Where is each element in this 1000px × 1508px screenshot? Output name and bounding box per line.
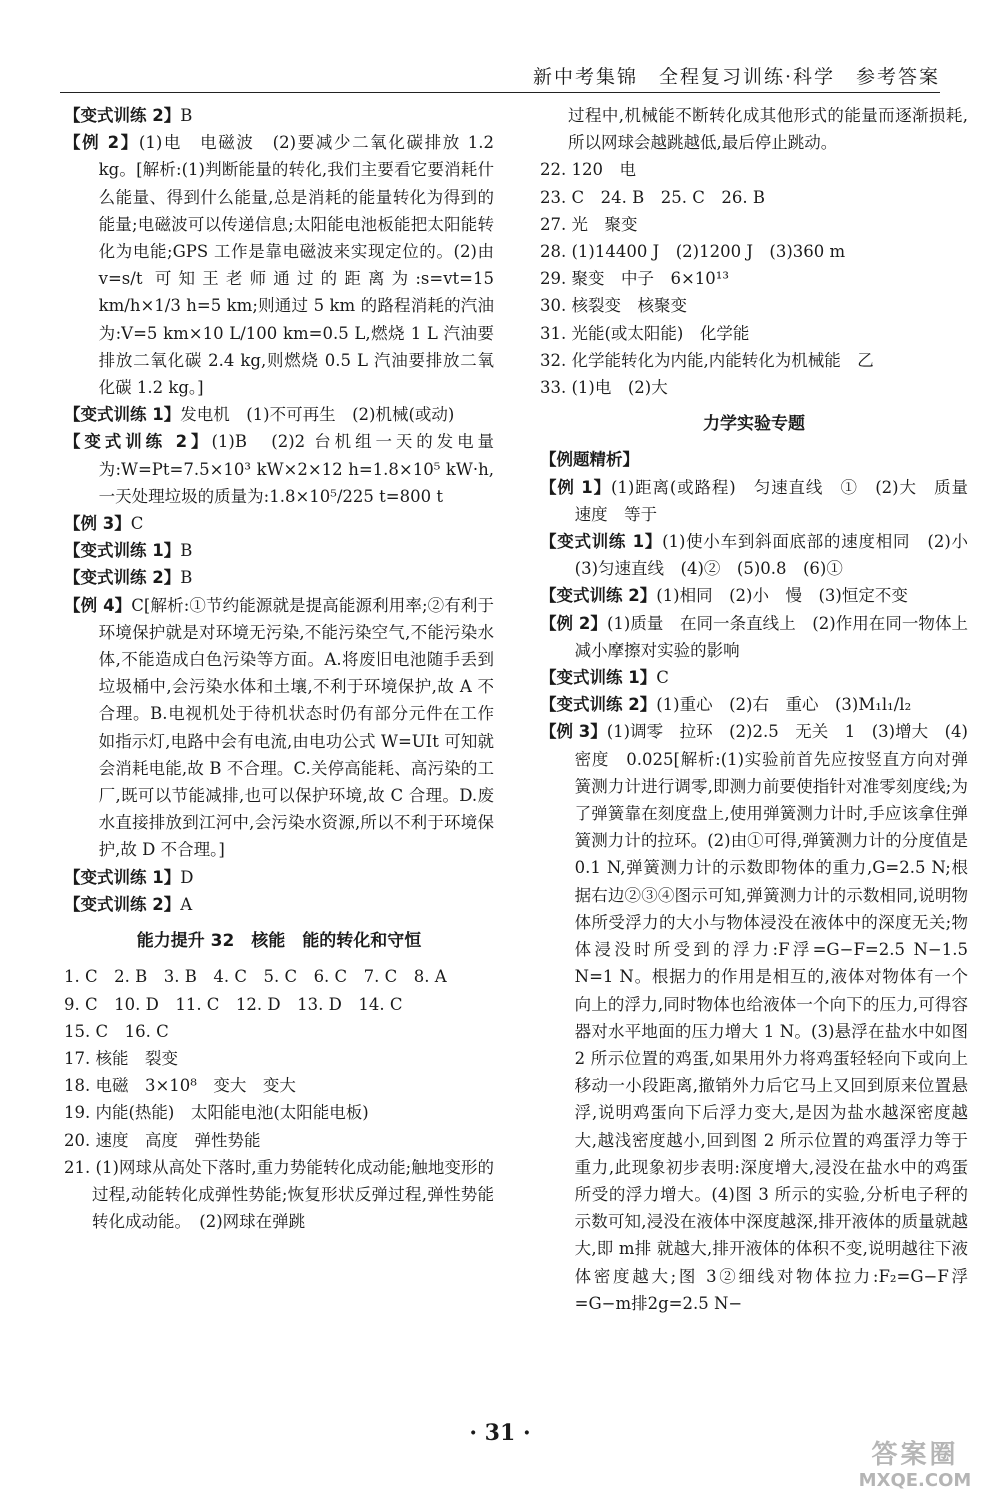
answer-block: 【变式训练 2】(1)相同 (2)小 慢 (3)恒定不变	[540, 586, 908, 606]
answer-block: 【变式训练 1】发电机 (1)不可再生 (2)机械(或动)	[64, 405, 455, 425]
answer-line: 28. (1)14400 J (2)1200 J (3)360 m	[540, 242, 846, 262]
answer-block: 【变式训练 1】C	[540, 668, 669, 688]
watermark-text: 答案圈	[871, 1440, 959, 1470]
answer-line: 1. C 2. B 3. B 4. C 5. C 6. C 7. C 8. A	[64, 967, 447, 987]
answer-block: 【例 1】(1)距离(或路程) 匀速直线 ① (2)大 质量 速度 等于	[540, 477, 985, 524]
answer-block: 【变式训练 1】B	[64, 541, 193, 561]
answer-block: 【变式训练 2】(1)重心 (2)右 重心 (3)M₁l₁/l₂	[540, 695, 912, 715]
right-column	[540, 102, 985, 1317]
answer-block: 【例 3】(1)调零 拉环 (2)2.5 无关 1 (3)增大 (4)密度 0.025[解析:(1)实验前首先应按竖直方向对弹簧测力计进行调零,即测力前要使指针对准零刻度线;为了弹簧靠在刻度盘上,使用弹簧测力计时,手应该拿住弹簧测力计的拉环。(2)由①可得,弹簧测力计的分度值是 0.1 N,弹簧测力计的示数即物体的重力,G=2.5 N;根据右边②③④图示可知,弹簧测力计的示数相同,说明物体所受浮力的大小与物体浸没在液体中的深度无关;物体浸没时所受到的浮力:F浮=G−F=2.5 N−1.5 N=1 N。根据力的作用是相互的,液体对物体有一个向上的浮力,同时物体也给液体一个向下的压力,可得容器对水平地面的压力增大 1 N。(3)悬浮在盐水中如图 2 所示位置的鸡蛋,如果用外力将鸡蛋轻轻向下或向上移动一小段距离,撤销外力后它马上又回到原来位置悬浮,说明鸡蛋向下后浮力变大,是因为盐水越深密度越大,越浅密度越小,回到图 2 所示位置的鸡蛋浮力等于重力,此现象初步表明:深度增大,浸没在盐水中的鸡蛋所受的浮力增大。(4)图 3 所示的实验,分析电子秤的示数可知,浸没在液体中深度越深,排开液体的质量就越大,即 m排 就越大,排开液体的体积不变,说明越往下液体密度越大;图 3②细线对物体拉力:F₂=G−F浮=G−m排2g=2.5 N−	[540, 722, 968, 1313]
answer-line: 29. 聚变 中子 6×10¹³	[540, 269, 730, 289]
answer-block: 【例 2】(1)质量 在同一条直线上 (2)作用在同一物体上 减小摩擦对实验的影响	[540, 613, 985, 660]
answer-line: 15. C 16. C	[64, 1021, 169, 1041]
answer-block: 【变式训练 1】D	[64, 867, 194, 887]
left-column	[64, 102, 494, 1235]
answer-block: 【变式训练 2】A	[64, 894, 193, 914]
section-subtitle: 【例题精析】	[540, 450, 639, 470]
answer-line: 32. 化学能转化为内能,内能转化为机械能 乙	[540, 350, 874, 370]
continued-text: 过程中,机械能不断转化成其他形式的能量而逐渐损耗,所以网球会越跳越低,最后停止跳动。	[568, 106, 968, 153]
answer-line: 20. 速度 高度 弹性势能	[64, 1130, 261, 1150]
header-rule	[60, 92, 940, 93]
answer-line: 27. 光 聚变	[540, 214, 638, 234]
answer-line: 17. 核能 裂变	[64, 1048, 178, 1068]
watermark-url: MXQE.COM	[858, 1470, 972, 1491]
answer-line: 33. (1)电 (2)大	[540, 378, 668, 398]
answer-block: 【变式训练 2】B	[64, 568, 193, 588]
running-header: 新中考集锦 全程复习训练·科学 参考答案	[532, 66, 940, 88]
answer-line: 31. 光能(或太阳能) 化学能	[540, 323, 750, 343]
answer-block: 【例 3】C	[64, 514, 144, 534]
answer-block: 【变式训练 1】(1)使小车到斜面底部的速度相同 (2)小 (3)匀速直线 (4)② (5)0.8 (6)①	[540, 532, 985, 579]
answer-line: 22. 120 电	[540, 160, 636, 180]
answer-line: 30. 核裂变 核聚变	[540, 296, 687, 316]
answer-line: 21. (1)网球从高处下落时,重力势能转化成动能;触地变形的过程,动能转化成弹性势能;恢复形状反弹过程,弹性势能转化成动能。 (2)网球在弹跳	[64, 1157, 494, 1232]
answer-line: 9. C 10. D 11. C 12. D 13. D 14. C	[64, 994, 403, 1014]
watermark-logo	[840, 1440, 990, 1500]
section-title: 能力提升 32 核能 能的转化和守恒	[136, 931, 422, 952]
page-number: · 31 ·	[469, 1420, 531, 1446]
answer-line: 19. 内能(热能) 太阳能电池(太阳能电板)	[64, 1103, 369, 1123]
answer-block: 【例 4】C[解析:①节约能源就是提高能源利用率;②有利于环境保护就是对环境无污染,不能污染空气,不能污染水体,不能造成白色污染等方面。A.将废旧电池随手丢到垃圾桶中,会污染水体和土壤,不利于环境保护,故 A 不合理。B.电视机处于待机状态时仍有部分元件在工作如指示灯,电路中会有电流,由电功公式 W=UIt 可知就会消耗电能,故 B 不合理。C.关停高能耗、高污染的工厂,既可以节能减排,也可以保护环境,故 C 合理。D.废水直接排放到江河中,会污染水资源,所以不利于环境保护,故 D 不合理。]	[64, 595, 494, 860]
answer-block: 【例 2】(1)电 电磁波 (2)要减少二氧化碳排放 1.2 kg。[解析:(1)判断能量的转化,我们主要看它要消耗什么能量、得到什么能量,总是消耗的能量转化为得到的能量;电磁波可以传递信息;太阳能电池板能把太阳能转化为电能;GPS 工作是靠电磁波来实现定位的。(2)由 v=s/t 可知王老师通过的距离为:s=vt=15 km/h×1/3 h=5 km;则通过 5 km 的路程消耗的汽油为:V=5 km×10 L/100 km=0.5 L,燃烧 1 L 汽油要排放二氧化碳 2.4 kg,则燃烧 0.5 L 汽油要排放二氧化碳 1.2 kg。]	[64, 133, 494, 398]
answer-line: 18. 电磁 3×10⁸ 变大 变大	[64, 1076, 296, 1096]
answer-block: 【变式训练 2】(1)B (2)2 台机组一天的发电量为:W=Pt=7.5×10³ kW×2×12 h=1.8×10⁵ kW·h,一天处理垃圾的质量为:1.8×10⁵/225 t=800 t	[64, 432, 494, 506]
section-title: 力学实验专题	[703, 414, 805, 435]
answer-block: 【变式训练 2】B	[64, 106, 193, 125]
answer-line: 23. C 24. B 25. C 26. B	[540, 187, 765, 207]
